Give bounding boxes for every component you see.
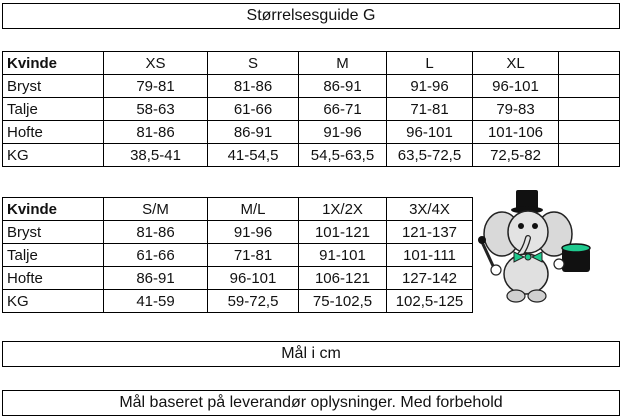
table-header-cell: S — [208, 52, 299, 75]
table-cell: 41-54,5 — [208, 144, 299, 167]
table-cell: 72,5-82 — [473, 144, 559, 167]
title-box — [2, 3, 620, 29]
table-cell: 71-81 — [208, 244, 299, 267]
table-cell: 58-63 — [104, 98, 208, 121]
table-header-row — [3, 52, 620, 75]
table-cell: Bryst — [3, 75, 104, 98]
table-cell: 101-121 — [299, 221, 387, 244]
table-cell: 91-96 — [208, 221, 299, 244]
table-cell: Hofte — [3, 121, 104, 144]
table-cell: 127-142 — [387, 267, 473, 290]
elephant-magician-mascot-icon — [464, 190, 614, 308]
table-row — [3, 267, 473, 290]
table-cell: 81-86 — [104, 121, 208, 144]
table-cell: 102,5-125 — [387, 290, 473, 313]
table-header-cell: M — [299, 52, 387, 75]
table-cell: 61-66 — [208, 98, 299, 121]
table-cell: 81-86 — [208, 75, 299, 98]
size-table-standard — [2, 51, 620, 167]
table-cell: 86-91 — [299, 75, 387, 98]
table-cell: 91-96 — [387, 75, 473, 98]
disclaimer-box — [2, 390, 620, 416]
page-title: Størrelsesguide G — [246, 7, 376, 24]
table-cell: 96-101 — [387, 121, 473, 144]
table-cell: KG — [3, 290, 104, 313]
table-row — [3, 75, 620, 98]
size-table-plus — [2, 197, 473, 313]
table-cell: 54,5-63,5 — [299, 144, 387, 167]
table-cell: Talje — [3, 244, 104, 267]
table-cell: 91-96 — [299, 121, 387, 144]
table-cell: 96-101 — [208, 267, 299, 290]
table-cell: 106-121 — [299, 267, 387, 290]
table-cell: Hofte — [3, 267, 104, 290]
table-cell — [559, 121, 620, 144]
unit-note: Mål i cm — [281, 345, 341, 362]
table-header-cell: XL — [473, 52, 559, 75]
table-cell: Talje — [3, 98, 104, 121]
table-header-cell: XS — [104, 52, 208, 75]
table-row — [3, 290, 473, 313]
table-header-cell: 1X/2X — [299, 198, 387, 221]
table-cell: 101-106 — [473, 121, 559, 144]
table-cell: Bryst — [3, 221, 104, 244]
table-header-row — [3, 198, 473, 221]
table-cell: 81-86 — [104, 221, 208, 244]
table-row — [3, 98, 620, 121]
table-header-cell: L — [387, 52, 473, 75]
table-cell: 96-101 — [473, 75, 559, 98]
table-header-cell: Kvinde — [3, 52, 104, 75]
table-cell: 101-111 — [387, 244, 473, 267]
table-header-cell: Kvinde — [3, 198, 104, 221]
table-header-cell: 3X/4X — [387, 198, 473, 221]
unit-note-box — [2, 341, 620, 367]
table-row — [3, 121, 620, 144]
table-cell: 75-102,5 — [299, 290, 387, 313]
table-cell: 38,5-41 — [104, 144, 208, 167]
table-cell: 86-91 — [208, 121, 299, 144]
table-cell: 59-72,5 — [208, 290, 299, 313]
table-cell — [559, 144, 620, 167]
table-cell: 63,5-72,5 — [387, 144, 473, 167]
table-row — [3, 244, 473, 267]
table-row — [3, 144, 620, 167]
table-cell — [559, 98, 620, 121]
table-header-cell: S/M — [104, 198, 208, 221]
table-cell: 86-91 — [104, 267, 208, 290]
table-cell: 41-59 — [104, 290, 208, 313]
table-cell: 61-66 — [104, 244, 208, 267]
table-row — [3, 221, 473, 244]
table-cell: 71-81 — [387, 98, 473, 121]
table-cell: 79-83 — [473, 98, 559, 121]
table-header-cell: M/L — [208, 198, 299, 221]
table-cell — [559, 75, 620, 98]
table-cell: 79-81 — [104, 75, 208, 98]
table-cell: 91-101 — [299, 244, 387, 267]
table-header-cell — [559, 52, 620, 75]
table-cell: 121-137 — [387, 221, 473, 244]
disclaimer-text: Mål baseret på leverandør oplysninger. Med forbehold — [119, 394, 503, 411]
table-cell: 66-71 — [299, 98, 387, 121]
table-cell: KG — [3, 144, 104, 167]
